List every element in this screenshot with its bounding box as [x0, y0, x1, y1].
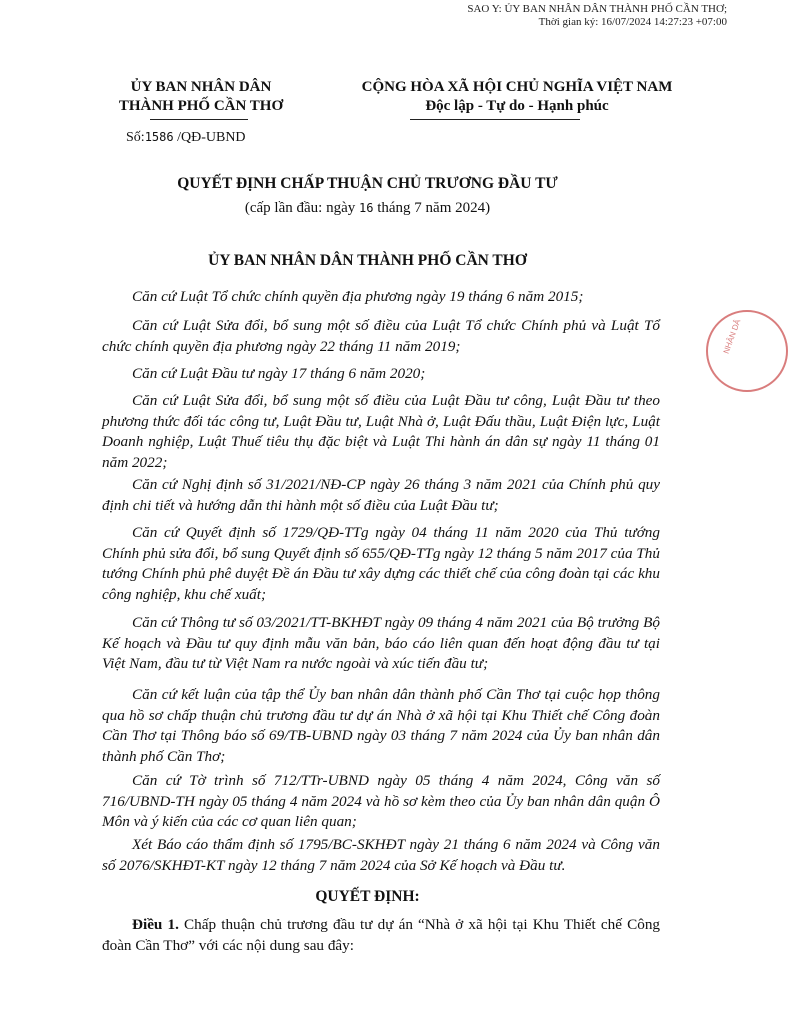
legal-basis-10: Xét Báo cáo thẩm định số 1795/BC-SKHĐT ngày 21 tháng 6 năm 2024 và Công văn số 2076/SKHĐT-KT ngày 12 tháng 7 năm 2024 của Sở Kế hoạch và Đầu tư. — [102, 836, 660, 874]
national-motto: Độc lập - Tự do - Hạnh phúc — [425, 98, 609, 114]
issuer-underline — [150, 119, 248, 120]
document-number-value: 1586 — [144, 130, 174, 144]
document-number-label: Số: — [126, 130, 145, 145]
legal-basis-7: Căn cứ Thông tư số 03/2021/TT-BKHĐT ngày 09 tháng 4 năm 2021 của Bộ trưởng Bộ Kế hoạch và Đầu tư quy định mẫu văn bản, báo cáo liên quan đến hoạt động đầu tư tại Việt Nam, đầu tư từ Việt Nam ra nước ngoài và xúc tiến đầu tư; — [102, 614, 660, 672]
motto-underline — [410, 119, 580, 120]
legal-basis-9: Căn cứ Tờ trình số 712/TTr-UBND ngày 05 tháng 4 năm 2024, Công văn số 716/UBND-TH ngày 05 tháng 4 năm 2024 và hồ sơ kèm theo của Ủy ban nhân dân quận Ô Môn và ý kiến của các cơ quan liên quan; — [102, 772, 660, 830]
legal-basis-8: Căn cứ kết luận của tập thể Ủy ban nhân dân thành phố Cần Thơ tại cuộc họp thông qua hồ sơ chấp thuận chủ trương đầu tư dự án Nhà ở xã hội tại Khu Thiết chế Công đoàn Cần Thơ tại Thông báo số 69/TB-UBND ngày 03 tháng 7 năm 2024 của Ủy ban nhân dân thành phố Cần Thơ; — [102, 686, 660, 765]
national-title: CỘNG HÒA XÃ HỘI CHỦ NGHĨA VIỆT NAM — [361, 79, 673, 95]
issuer-block — [96, 78, 306, 116]
article-1-label: Điều 1. — [132, 916, 179, 933]
decision-heading: QUYẾT ĐỊNH: — [315, 888, 420, 905]
signature-line-2: Thời gian ký: 16/07/2024 14:27:23 +07:00 — [538, 16, 727, 28]
issuer-line-2: THÀNH PHỐ CẦN THƠ — [118, 98, 284, 114]
document-number-suffix: /QĐ-UBND — [177, 130, 246, 145]
document-number — [126, 130, 246, 146]
article-1 — [102, 915, 660, 956]
legal-basis-5: Căn cứ Nghị định số 31/2021/NĐ-CP ngày 26 tháng 3 năm 2021 của Chính phủ quy định chi tiết và hướng dẫn thi hành một số điều của Luật Đầu tư; — [102, 476, 660, 514]
legal-basis-4: Căn cứ Luật Sửa đổi, bổ sung một số điều của Luật Đầu tư công, Luật Đầu tư theo phương thức đối tác công tư, Luật Đầu tư, Luật Nhà ở, Luật Đấu thầu, Luật Điện lực, Luật Doanh nghiệp, Luật Thuế tiêu thụ đặc biệt và Luật Thi hành án dân sự ngày 11 tháng 01 năm 2022; — [102, 392, 660, 471]
red-seal-stamp — [706, 310, 788, 392]
legal-basis-2: Căn cứ Luật Sửa đổi, bổ sung một số điều của Luật Tổ chức Chính phủ và Luật Tổ chức chính quyền địa phương ngày 22 tháng 11 năm 2019; — [102, 317, 660, 355]
issue-year: năm 2024) — [425, 200, 491, 216]
document-title: QUYẾT ĐỊNH CHẤP THUẬN CHỦ TRƯƠNG ĐẦU TƯ — [177, 175, 558, 192]
national-title-block — [312, 78, 722, 116]
legal-basis-1: Căn cứ Luật Tổ chức chính quyền địa phương ngày 19 tháng 6 năm 2015; — [132, 288, 584, 305]
signature-line-1: SAO Y: ỦY BAN NHÂN DÂN THÀNH PHỐ CẦN THƠ; — [467, 3, 727, 15]
digital-signature-note — [247, 3, 727, 29]
issue-month-label: tháng — [377, 200, 411, 216]
issue-day: 16 — [359, 201, 374, 215]
issue-date-prefix: (cấp lần đầu: ngày — [244, 200, 356, 216]
document-issue-date — [0, 200, 735, 217]
seal-text: NHÂN DÂ — [721, 318, 743, 355]
authority-heading: ỦY BAN NHÂN DÂN THÀNH PHỐ CẦN THƠ — [208, 252, 527, 269]
article-1-text: Chấp thuận chủ trương đầu tư dự án “Nhà ở xã hội tại Khu Thiết chế Công đoàn Cần Thơ” với các nội dung sau đây: — [102, 916, 661, 954]
issuer-line-1: ỦY BAN NHÂN DÂN — [130, 79, 272, 95]
issue-month: 7 — [414, 200, 422, 216]
legal-basis-6: Căn cứ Quyết định số 1729/QĐ-TTg ngày 04 tháng 11 năm 2020 của Thủ tướng Chính phủ sửa đổi, bổ sung Quyết định số 655/QĐ-TTg ngày 12 tháng 5 năm 2017 của Thủ tướng Chính phủ phê duyệt Đề án Đầu tư xây dựng các thiết chế của công đoàn tại các khu công nghiệp, khu chế xuất; — [102, 524, 660, 603]
legal-basis-3: Căn cứ Luật Đầu tư ngày 17 tháng 6 năm 2020; — [132, 365, 426, 382]
